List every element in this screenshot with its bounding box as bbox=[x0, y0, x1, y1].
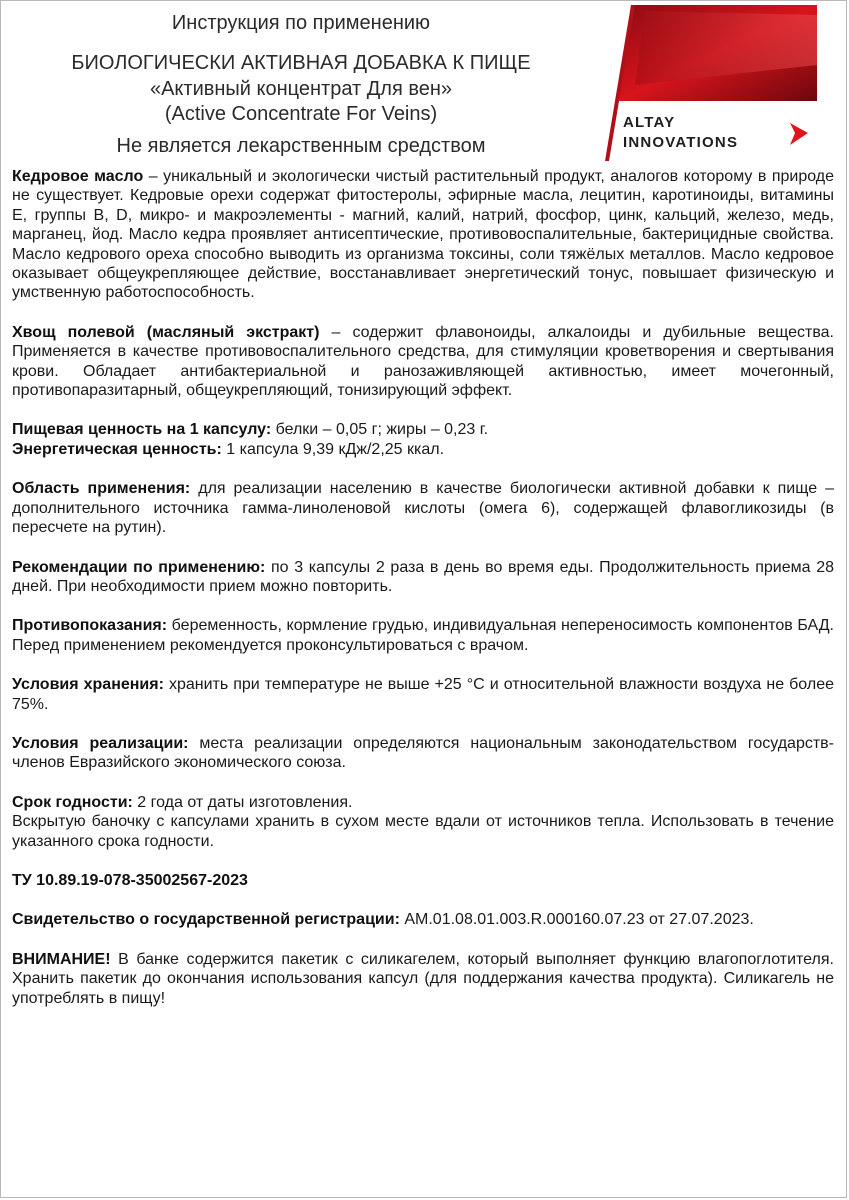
not-a-drug-notice: Не является лекарственным средством bbox=[116, 135, 486, 157]
section-sale-conditions bbox=[12, 734, 834, 773]
section-warning bbox=[12, 950, 834, 1008]
section-nutrition bbox=[12, 420, 834, 439]
section-text: хранить при температуре не выше +25 °С и относительной влажности воздуха не более 75%. bbox=[12, 676, 834, 713]
section-text: В банке содержится пакетик с силикагелем, который выполняет функцию влагопоглотителя. Хранить пакетик до окончания использования капсул (для поддержания качества продукта). Силикагель не употреблять в пищу! bbox=[12, 950, 834, 1007]
section-shelf-life-note: Вскрытую баночку с капсулами хранить в сухом месте вдали от источников тепла. Использовать в течение указанного срока годности. bbox=[12, 813, 834, 850]
section-label: Энергетическая ценность: bbox=[12, 440, 222, 458]
section-storage bbox=[12, 675, 834, 714]
logo-line-altay: ALTAY bbox=[623, 114, 676, 131]
section-label: Кедровое масло bbox=[12, 168, 144, 185]
section-horsetail bbox=[12, 323, 834, 401]
product-name-ru: «Активный концентрат Для вен» bbox=[149, 78, 453, 100]
section-energy bbox=[12, 440, 834, 459]
section-label: Условия реализации: bbox=[12, 734, 189, 752]
section-tu bbox=[12, 871, 834, 890]
logo-line-innovations: INNOVATIONS bbox=[623, 134, 739, 151]
section-label: Рекомендации по применению: bbox=[12, 558, 266, 576]
section-registration bbox=[12, 910, 834, 929]
section-text: для реализации населению в качестве биологически активной добавки к пище – дополнительного источника гамма-линоленовой кислоты (омега 6), содержащей флавогликозиды (в пересчете на рутин). bbox=[12, 480, 834, 537]
product-category: БИОЛОГИЧЕСКИ АКТИВНАЯ ДОБАВКА К ПИЩЕ bbox=[71, 52, 531, 74]
section-text: 1 капсула 9,39 кДж/2,25 ккал. bbox=[221, 440, 445, 458]
section-label: Хвощ полевой (масляный экстракт) bbox=[12, 323, 320, 341]
section-label: Противопоказания: bbox=[12, 617, 168, 635]
section-recommendations bbox=[12, 558, 834, 597]
section-text: АМ.01.08.01.003.R.000160.07.23 от 27.07.2023. bbox=[399, 911, 754, 929]
altay-innovations-logo bbox=[605, 5, 817, 163]
instruction-title: Инструкция по применению bbox=[171, 12, 431, 34]
section-text: 2 года от даты изготовления. bbox=[132, 793, 353, 811]
section-contraindications bbox=[12, 616, 834, 655]
product-name-en: (Active Concentrate For Veins) bbox=[164, 103, 438, 125]
section-cedar-oil bbox=[12, 167, 834, 303]
section-text: – уникальный и экологически чистый растительный продукт, аналогов которому в природе не существует. Кедровые орехи содержат фитостеролы, эфирные масла, лецитин, каротиноиды, витамины Е, группы В, D, микро- и макроэлементы - магний, калий, натрий, фосфор, цинк, кальций, железо, медь, марганец, йод. Масло кедра проявляет антисептические, противовоспалительные, бактерицидные свойства. Масло кедрового ореха способно выводить из организма токсины, соли тяжёлых металлов. Масло кедровое оказывает общеукрепляющее действие, восстанавливает энергетический тонус, повышает физическую и умственную работоспособность. bbox=[12, 168, 834, 302]
section-scope bbox=[12, 479, 834, 537]
section-text: места реализации определяются национальным законодательством государств-членов Евразийского экономического союза. bbox=[12, 734, 834, 772]
instruction-body bbox=[12, 167, 834, 1028]
section-label: Область применения: bbox=[12, 480, 191, 498]
logo-wordmark bbox=[623, 113, 738, 153]
section-label: Свидетельство о государственной регистрации: bbox=[12, 911, 400, 929]
section-label: Пищевая ценность на 1 капсулу: bbox=[12, 421, 272, 439]
section-text: по 3 капсулы 2 раза в день во время еды. Продолжительность приема 28 дней. При необходимости прием можно повторить. bbox=[12, 558, 834, 595]
section-label: Срок годности: bbox=[12, 793, 133, 811]
section-text: беременность, кормление грудью, индивидуальная непереносимость компонентов БАД. Перед применением рекомендуется проконсультироваться с врачом. bbox=[12, 617, 834, 654]
section-shelf-life bbox=[12, 793, 834, 812]
section-text: белки – 0,05 г; жиры – 0,23 г. bbox=[271, 421, 489, 439]
section-text: – содержит флавоноиды, алкалоиды и дубильные вещества. Применяется в качестве противовоспалительного средства, для стимуляции кроветворения и свертывания крови. Обладает антибактериальной и ранозаживляющей активностью, имеет мочегонный, противопаразитарный, общеукрепляющий, тонизирующий эффект. bbox=[12, 323, 835, 400]
section-label: ВНИМАНИЕ! bbox=[12, 950, 111, 968]
tu-number: ТУ 10.89.19-078-35002567-2023 bbox=[12, 871, 248, 889]
section-label: Условия хранения: bbox=[12, 676, 164, 694]
